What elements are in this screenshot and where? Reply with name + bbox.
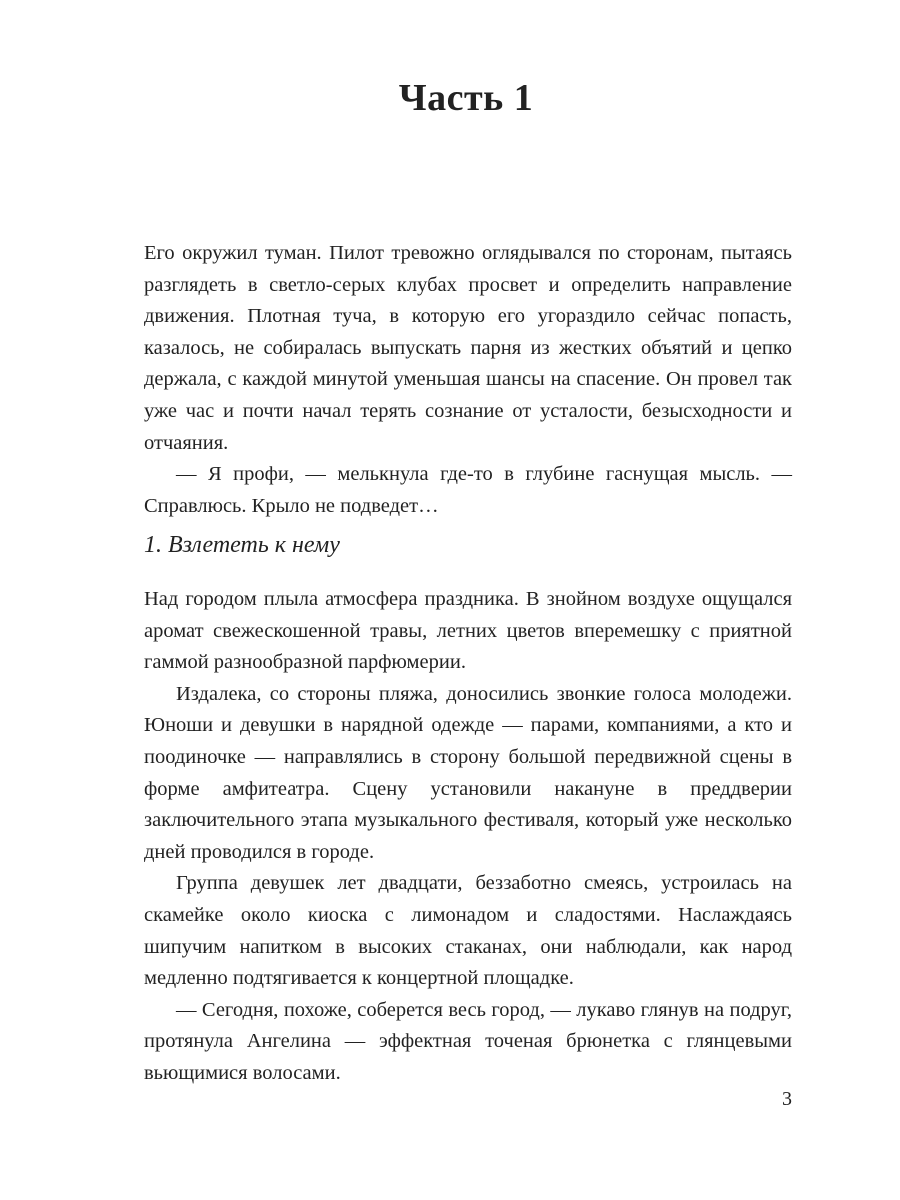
chapter-paragraph: Издалека, со стороны пляжа, доносились звонкие голоса молодежи. Юноши и девушки в нарядной одежде — парами, компаниями, а кто и поодиночке — направлялись в сторону большой передвижной сцены в форме амфитеатра. Сцену установили накануне в преддверии заключительного этапа музыкального фестиваля, который уже несколько дней проводился в городе. (144, 682, 792, 863)
intro-paragraph: Его окружил туман. Пилот тревожно оглядывался по сторонам, пытаясь разглядеть в светло-серых клубах просвет и определить направление движения. Плотная туча, в которую его угораздило сейчас попасть, казалось, не собиралась выпускать парня из жестких объятий и цепко держала, с каждой минутой уменьшая шансы на спасение. Он провел так уже час и почти начал терять сознание от усталости, безысходности и отчаяния. (144, 242, 792, 454)
chapter-text (144, 584, 792, 1090)
intro-text (144, 238, 792, 522)
intro-paragraph: — Я профи, — мелькнула где-то в глубине гаснущая мысль. — Справлюсь. Крыло не подведет… (144, 463, 792, 517)
chapter-paragraph: — Сегодня, похоже, соберется весь город, — лукаво глянув на подруг, протянула Ангелина — эффектная точеная брюнетка с глянцевыми вьющимися волосами. (144, 998, 792, 1084)
chapter-paragraph: Группа девушек лет двадцати, беззаботно смеясь, устроилась на скамейке около киоска с лимонадом и сладостями. Наслаждаясь шипучим напитком в высоких стаканах, они наблюдали, как народ медленно подтягивается к концертной площадке. (144, 872, 792, 990)
chapter-title: 1. Взлететь к нему (144, 532, 340, 558)
page-number: 3 (782, 1088, 792, 1110)
part-title: Часть 1 (398, 77, 534, 119)
chapter-paragraph: Над городом плыла атмосфера праздника. В знойном воздухе ощущался аромат свежескошенной травы, летних цветов вперемешку с приятной гаммой разнообразной парфюмерии. (144, 588, 792, 674)
